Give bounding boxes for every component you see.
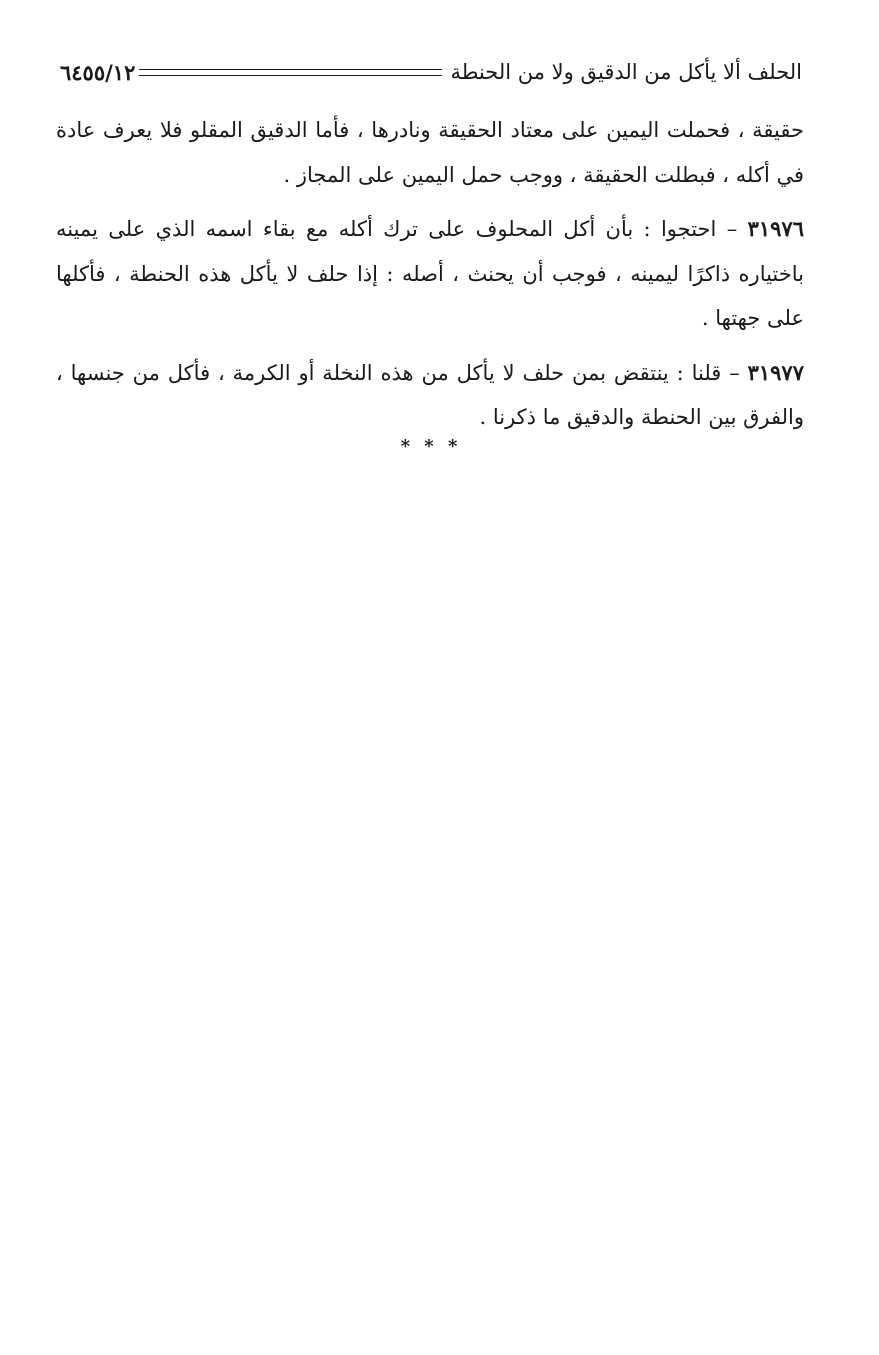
header-title: الحلف ألا يأكل من الدقيق ولا من الحنطة	[450, 60, 802, 84]
section-end-mark: * * *	[400, 436, 462, 457]
paragraph-text: حقيقة ، فحملت اليمين على معتاد الحقيقة ونادرها ، فأما الدقيق المقلو فلا يعرف عادة في أكله ، فبطلت الحقيقة ، ووجب حمل اليمين على المجاز .	[56, 118, 804, 187]
paragraph-text: – احتجوا : بأن أكل المحلوف على ترك أكله مع بقاء اسمه الذي على يمينه باختياره ذاكرًا ليمينه ، فوجب أن يحنث ، أصله : إذا حلف لا يأكل هذه الحنطة ، فأكلها على جهتها .	[56, 217, 804, 330]
paragraph-number: ٣١٩٧٧	[747, 359, 804, 385]
running-header	[60, 54, 802, 90]
body-text	[56, 108, 804, 450]
paragraph-number: ٣١٩٧٦	[747, 216, 804, 241]
page-number: ٦٤٥٥/١٢	[60, 59, 136, 85]
paragraph-continuation	[56, 108, 804, 197]
paragraph-text: – قلنا : ينتقض بمن حلف لا يأكل من هذه النخلة أو الكرمة ، فأكل من جنسها ، والفرق بين الحنطة والدقيق ما ذكرنا .	[56, 360, 804, 429]
paragraph-31977	[56, 351, 804, 440]
paragraph-31976	[56, 207, 804, 341]
header-rule	[139, 69, 442, 76]
